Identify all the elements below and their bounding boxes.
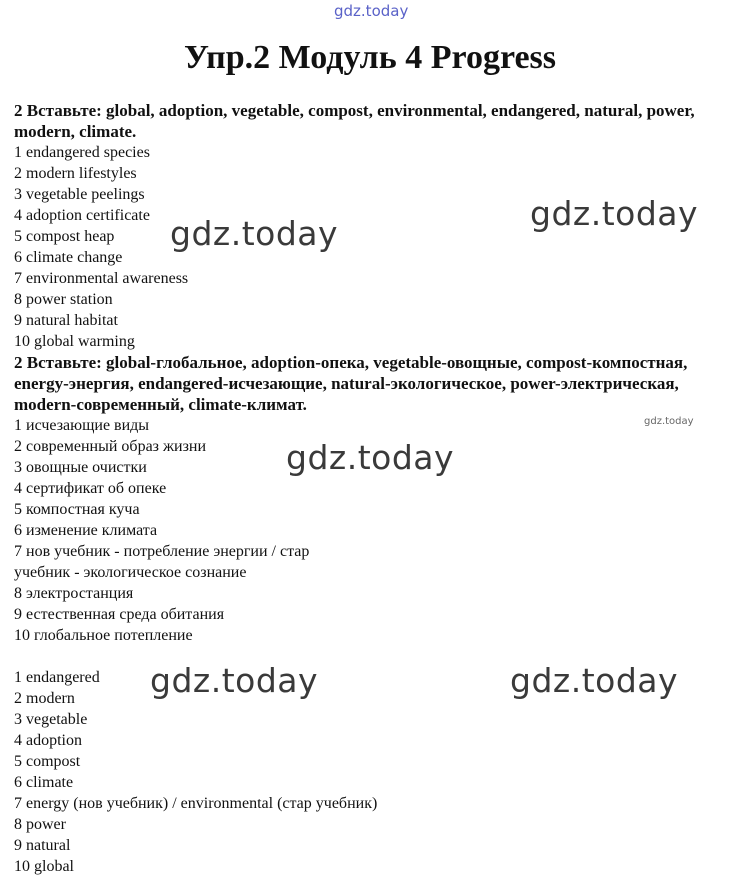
list-item: 4 сертификат об опеке (14, 480, 167, 497)
answer-list (14, 142, 734, 352)
list-item: 9 natural (14, 837, 71, 854)
list-item: 1 исчезающие виды (14, 417, 150, 434)
list-item: 1 endangered (14, 669, 100, 686)
watermark: gdz.today (170, 214, 339, 253)
watermark: gdz.today (286, 438, 455, 477)
watermark-small: gdz.today (644, 416, 694, 427)
section-heading: 2 Вставьте: global-глобальное, adoption-опека, vegetable-овощные, compost-компостная, energy-энергия, endangered-исчезающие, natural-экологическое, power-электрическая, modern-современный, climate-климат. (14, 353, 688, 414)
list-item: 1 endangered species (14, 144, 150, 161)
watermark: gdz.today (530, 194, 699, 233)
list-item: 8 электростанция (14, 585, 134, 602)
list-item: 10 global warming (14, 333, 135, 350)
list-item: 2 modern lifestyles (14, 165, 137, 182)
page-title: Упр.2 Модуль 4 Progress (183, 39, 556, 76)
list-item: 6 изменение климата (14, 522, 158, 539)
list-item: 4 adoption (14, 732, 82, 749)
list-item: 9 natural habitat (14, 312, 118, 329)
list-item: 5 компостная куча (14, 501, 140, 518)
list-item: 7 нов учебник - потребление энергии / стар учебник - экологическое сознание (14, 543, 310, 581)
section-heading: 2 Вставьте: global, adoption, vegetable, compost, environmental, endangered, natural, power, modern, climate. (14, 101, 695, 141)
list-item: 5 compost heap (14, 228, 115, 245)
list-item: 8 power (14, 816, 66, 833)
watermark: gdz.today (510, 661, 679, 700)
list-item: 10 глобальное потепление (14, 627, 193, 644)
list-item: 3 vegetable (14, 711, 88, 728)
list-item: 4 adoption certificate (14, 207, 150, 224)
list-item: 10 global (14, 858, 74, 875)
list-item: 2 modern (14, 690, 75, 707)
watermark-top: gdz.today (334, 2, 409, 20)
list-item: 5 compost (14, 753, 81, 770)
list-item: 9 естественная среда обитания (14, 606, 225, 623)
list-item: 7 environmental awareness (14, 270, 189, 287)
list-item: 6 climate change (14, 249, 123, 266)
list-item: 6 climate (14, 774, 74, 791)
list-item: 7 energy (нов учебник) / environmental (стар учебник) (14, 795, 378, 812)
watermark: gdz.today (150, 661, 319, 700)
list-item: 8 power station (14, 291, 113, 308)
list-item: 2 современный образ жизни (14, 438, 207, 455)
exercise-section-russian (14, 352, 734, 646)
list-item: 3 vegetable peelings (14, 186, 145, 203)
list-item: 3 овощные очистки (14, 459, 147, 476)
